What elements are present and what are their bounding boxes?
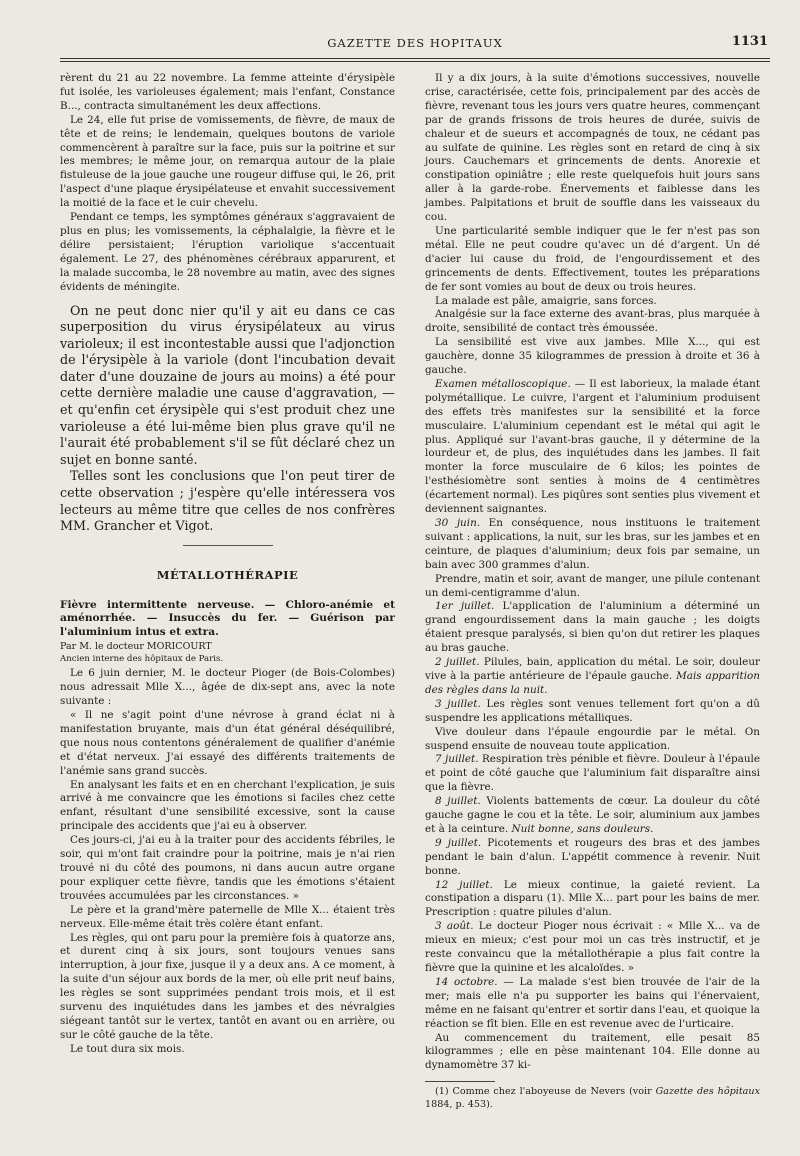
author-affiliation: Ancien interne des hôpitaux de Paris. bbox=[60, 654, 224, 665]
paragraph bbox=[425, 837, 760, 879]
paragraph bbox=[425, 600, 760, 656]
paragraph: Analgésie sur la face externe des avant-bras, plus marquée à droite, sensibilité de contact très émoussée. bbox=[425, 308, 760, 335]
paragraph bbox=[425, 753, 760, 795]
paragraph bbox=[425, 920, 760, 976]
header-rule-bottom bbox=[60, 61, 770, 62]
entry-text: Le mieux continue, la gaieté revient. La constipation a disparu (1). Mlle X... part pour les bains de mer. Prescription : quatre pilules d'alun. bbox=[425, 878, 760, 919]
paragraph: « Il ne s'agit point d'une névrose à grand éclat ni à manifestation bruyante, mais d'un état général déséquilibré, que nous nous contentons généralement de qualifier d'anémie et d'état nerveux. J'ai essayé des différents traitements de l'anémie sans grand succès. bbox=[60, 709, 395, 777]
footnote-citation: Gazette des hôpitaux bbox=[655, 1086, 760, 1098]
paragraph: Au commencement du traitement, elle pesait 85 kilogrammes ; elle en pèse maintenant 104. Elle donne au dynamomètre 37 ki- bbox=[425, 1031, 760, 1072]
paragraph bbox=[425, 656, 760, 698]
paragraph bbox=[425, 879, 760, 921]
paragraph: rèrent du 21 au 22 novembre. La femme atteinte d'érysipèle fut isolée, les varioleuses également; mais l'enfant, Constance B..., contracta simultanément les deux affections. bbox=[60, 72, 395, 112]
page-number: 1131 bbox=[731, 34, 768, 49]
entry-text: L'application de l'aluminium a déterminé un grand engourdissement dans la main gauche ; les doigts étaient presque paralysés, si bien qu'on dut retirer les plaques au bras gauche. bbox=[425, 600, 761, 655]
paragraph: La malade est pâle, amaigrie, sans forces. bbox=[435, 294, 657, 307]
entry-text: Picotements et rougeurs des bras et des jambes pendant le bain d'alun. L'appétit commence à revenir. Nuit bonne. bbox=[425, 836, 760, 877]
entry-label: 30 juin. bbox=[435, 517, 481, 529]
paragraph: Une particularité semble indiquer que le fer n'est pas son métal. Elle ne peut coudre qu'avec un dé d'argent. Un dé d'acier lui cause du froid, de l'engourdissement et des grincements de dents. Effectivement, toutes les préparations de fer sont vomies au bout de deux ou trois heures. bbox=[425, 224, 760, 293]
section-separator bbox=[60, 545, 395, 561]
left-column bbox=[60, 72, 395, 1057]
paragraph: Le père et la grand'mère paternelle de Mlle X... étaient très nerveux. Elle-même était très colère étant enfant. bbox=[60, 903, 395, 930]
paragraph: En analysant les faits et en en cherchant l'explication, je suis arrivé à me convaincre que les émotions si faciles chez cette enfant, résultant d'une sensibilité excessive, sont la cause principale des accidents que j'ai eu à observer. bbox=[60, 778, 395, 833]
entry-text: Violents battements de cœur. La douleur du côté gauche gagne le cou et la tête. Le soir, aluminium aux jambes et à la ceinture. bbox=[425, 795, 760, 835]
paragraph: Les règles, qui ont paru pour la première fois à quatorze ans, et durent cinq à six jours, sont toujours venues sans interruption, à jour fixe, jusque il y a deux ans. A ce moment, à la suite d'un séjour aux bords de la mer, où elle prit neuf bains, les règles se sont supprimées pendant trois mois, et il est survenu des inquiétudes dans les jambes et des névralgies siégeant tantôt sur le vertex, tantôt en avant ou en arrière, ou sur le côté gauche de la tête. bbox=[60, 931, 395, 1041]
entry-text: Les règles sont venues tellement fort qu'on a dû suspendre les applications métalliques. bbox=[425, 697, 760, 724]
paragraph bbox=[425, 795, 760, 837]
paragraph: Pendant ce temps, les symptômes généraux s'aggravaient de plus en plus; les vomissements, la céphalalgie, la fièvre et le délire persistaient; l'éruption variolique s'accentuait également. Le 27, des phénomènes cérébraux apparurent, et la malade succomba, le 28 novembre au matin, avec des signes évidents de méningite. bbox=[60, 211, 395, 293]
footnote bbox=[425, 1086, 760, 1111]
entry-italic-text: Mais apparition des règles dans la nuit. bbox=[425, 669, 760, 696]
right-column bbox=[425, 72, 760, 1111]
paragraph bbox=[425, 517, 760, 573]
entry-label: 12 juillet. bbox=[435, 878, 493, 891]
entry-label: 14 octobre. bbox=[435, 975, 498, 988]
header-rule-top bbox=[60, 58, 770, 59]
article-subhead: Fièvre intermittente nerveuse. — Chloro-anémie et aménorrhée. — Insuccès du fer. — Guérison par l'aluminium intus et extra. bbox=[60, 598, 395, 638]
journal-title: GAZETTE DES HOPITAUX bbox=[327, 36, 503, 50]
entry-text: — La malade s'est bien trouvée de l'air de la mer; mais elle n'a pu supporter les bains qui l'énervaient, même en ne faisant qu'entrer et sortir dans l'eau, et quoique la réaction se fît bien. Elle en est revenue avec de l'urticaire. bbox=[425, 975, 760, 1030]
section-title: MÉTALLOTHÉRAPIE bbox=[156, 567, 299, 582]
paragraph-conclusion: On ne peut donc nier qu'il y ait eu dans ce cas superposition du virus érysipélateux au virus varioleux; il est incontestable aussi que l'adjonction de l'érysipèle à la variole (dont l'incubation devait dater d'une douzaine de jours au moins) a été pour cette dernière maladie une cause d'aggravation, — et qu'enfin cet érysipèle qui s'est produit chez une varioleuse a été lui-même bien plus grave qu'il ne l'aurait été probablement s'il se fût déclaré chez un sujet en bonne santé. bbox=[60, 302, 395, 467]
entry-label: 3 juillet. bbox=[435, 697, 481, 710]
paragraph: La sensibilité est vive aux jambes. Mlle X..., qui est gauchère, donne 35 kilogrammes de pression à droite et 36 à gauche. bbox=[425, 336, 760, 377]
entry-label: Examen métalloscopique. bbox=[435, 377, 571, 390]
entry-italic-text: Nuit bonne, sans douleurs. bbox=[511, 822, 654, 835]
entry-text: En conséquence, nous instituons le traitement suivant : applications, la nuit, sur les bras, sur les jambes et en ceinture, de plaques d'aluminium; deux fois par semaine, un bain avec 300 grammes d'alun. bbox=[425, 517, 760, 571]
entry-label: 9 juillet. bbox=[435, 836, 482, 849]
entry-label: 7 juillet. bbox=[435, 753, 479, 766]
paragraph: Le tout dura six mois. bbox=[70, 1042, 185, 1055]
paragraph: Ces jours-ci, j'ai eu à la traiter pour des accidents fébriles, le soir, qui m'ont fait craindre pour la poitrine, mais je n'ai rien trouvé ni du côté des poumons, ni dans aucun autre organe pour expliquer cette fièvre, tandis que les émotions s'étaient trouvées accumulées par les circonstances. » bbox=[60, 834, 395, 902]
paragraph bbox=[425, 976, 760, 1032]
footnote-text: (1) Comme chez l'aboyeuse de Nevers (voir bbox=[435, 1086, 656, 1098]
entry-text: Le docteur Pioger nous écrivait : « Mlle X... va de mieux en mieux; c'est pour moi un cas très instructif, et je reste convaincu que la métallothérapie a plus fait contre la fièvre que la quinine et les alcaloïdes. » bbox=[425, 920, 760, 974]
paragraph bbox=[425, 698, 760, 726]
footnote-text-end: 1884, p. 453). bbox=[425, 1098, 493, 1110]
entry-label: 1er juillet. bbox=[435, 600, 495, 613]
paragraph: Prendre, matin et soir, avant de manger, une pilule contenant un demi-centigramme d'alun. bbox=[425, 572, 760, 599]
paragraph: Le 6 juin dernier, M. le docteur Pioger (de Bois-Colombes) nous adressait Mlle X..., âgée de dix-sept ans, avec la note suivante : bbox=[60, 667, 395, 708]
entry-label: 2 juillet. bbox=[435, 656, 480, 669]
entry-label: 8 juillet. bbox=[435, 795, 481, 808]
paragraph bbox=[425, 378, 760, 517]
paragraph: Il y a dix jours, à la suite d'émotions successives, nouvelle crise, caractérisée, cette fois, principalement par des accès de fièvre, revenant tous les jours vers quatre heures, commençant par de grands frissons de trois heures de durée, suivis de chaleur et de sueurs et accompagnés de toux, ne cédant pas au sulfate de quinine. Les règles sont en retard de cinq à six jours. Cauchemars et grincements de dents. Anorexie et constipation opiniâtre ; elle reste quelquefois huit jours sans aller à la garde-robe. Énervements et faiblesse dans les jambes. Palpitations et bruit de souffle dans les vaisseaux du cou. bbox=[425, 72, 760, 224]
paragraph: Vive douleur dans l'épaule engourdie par le métal. On suspend ensuite de nouveau toute application. bbox=[425, 725, 760, 752]
entry-text: — Il est laborieux, la malade étant polymétallique. Le cuivre, l'argent et l'aluminium produisent des effets très manifestes sur la sensibilité et la force musculaire. L'aluminium cependant est le métal qui agit le plus. Appliqué sur l'avant-bras gauche, il y détermine de la lourdeur et, de plus, des inquiétudes dans les jambes. Il fait monter la force musculaire de 6 kilos; les pointes de l'esthésiomètre sont senties à moins de 4 centimètres (écartement normal). Les piqûres sont senties plus vivement et deviennent saignantes. bbox=[425, 377, 761, 516]
entry-text: Respiration très pénible et fièvre. Douleur à l'épaule et point de côté gauche que l'aluminium fait disparaître ainsi que la fièvre. bbox=[425, 753, 760, 794]
footnote-rule bbox=[425, 1081, 495, 1082]
entry-label: 3 août. bbox=[435, 920, 474, 933]
paragraph: Le 24, elle fut prise de vomissements, de fièvre, de maux de tête et de reins; le lendemain, quelques boutons de variole commencèrent à paraître sur la face, puis sur la poitrine et sur les membres; le même jour, on remarqua autour de la plaie fistuleuse de la joue gauche une rougeur diffuse qui, le 26, prit l'aspect d'une plaque érysipélateuse et envahit successivement la moitié de la face et le cuir chevelu. bbox=[60, 113, 395, 210]
entry-text: Pilules, bain, application du métal. Le soir, douleur vive à la partie antérieure de l'épaule gauche. bbox=[425, 656, 760, 682]
author-byline: Par M. le docteur MORICOURT bbox=[60, 640, 212, 652]
page-header bbox=[60, 30, 770, 56]
paragraph-conclusion: Telles sont les conclusions que l'on peut tirer de cette observation ; j'espère qu'elle intéressera vos lecteurs au même titre que celles de nos confrères MM. Grancher et Vigot. bbox=[60, 468, 395, 534]
